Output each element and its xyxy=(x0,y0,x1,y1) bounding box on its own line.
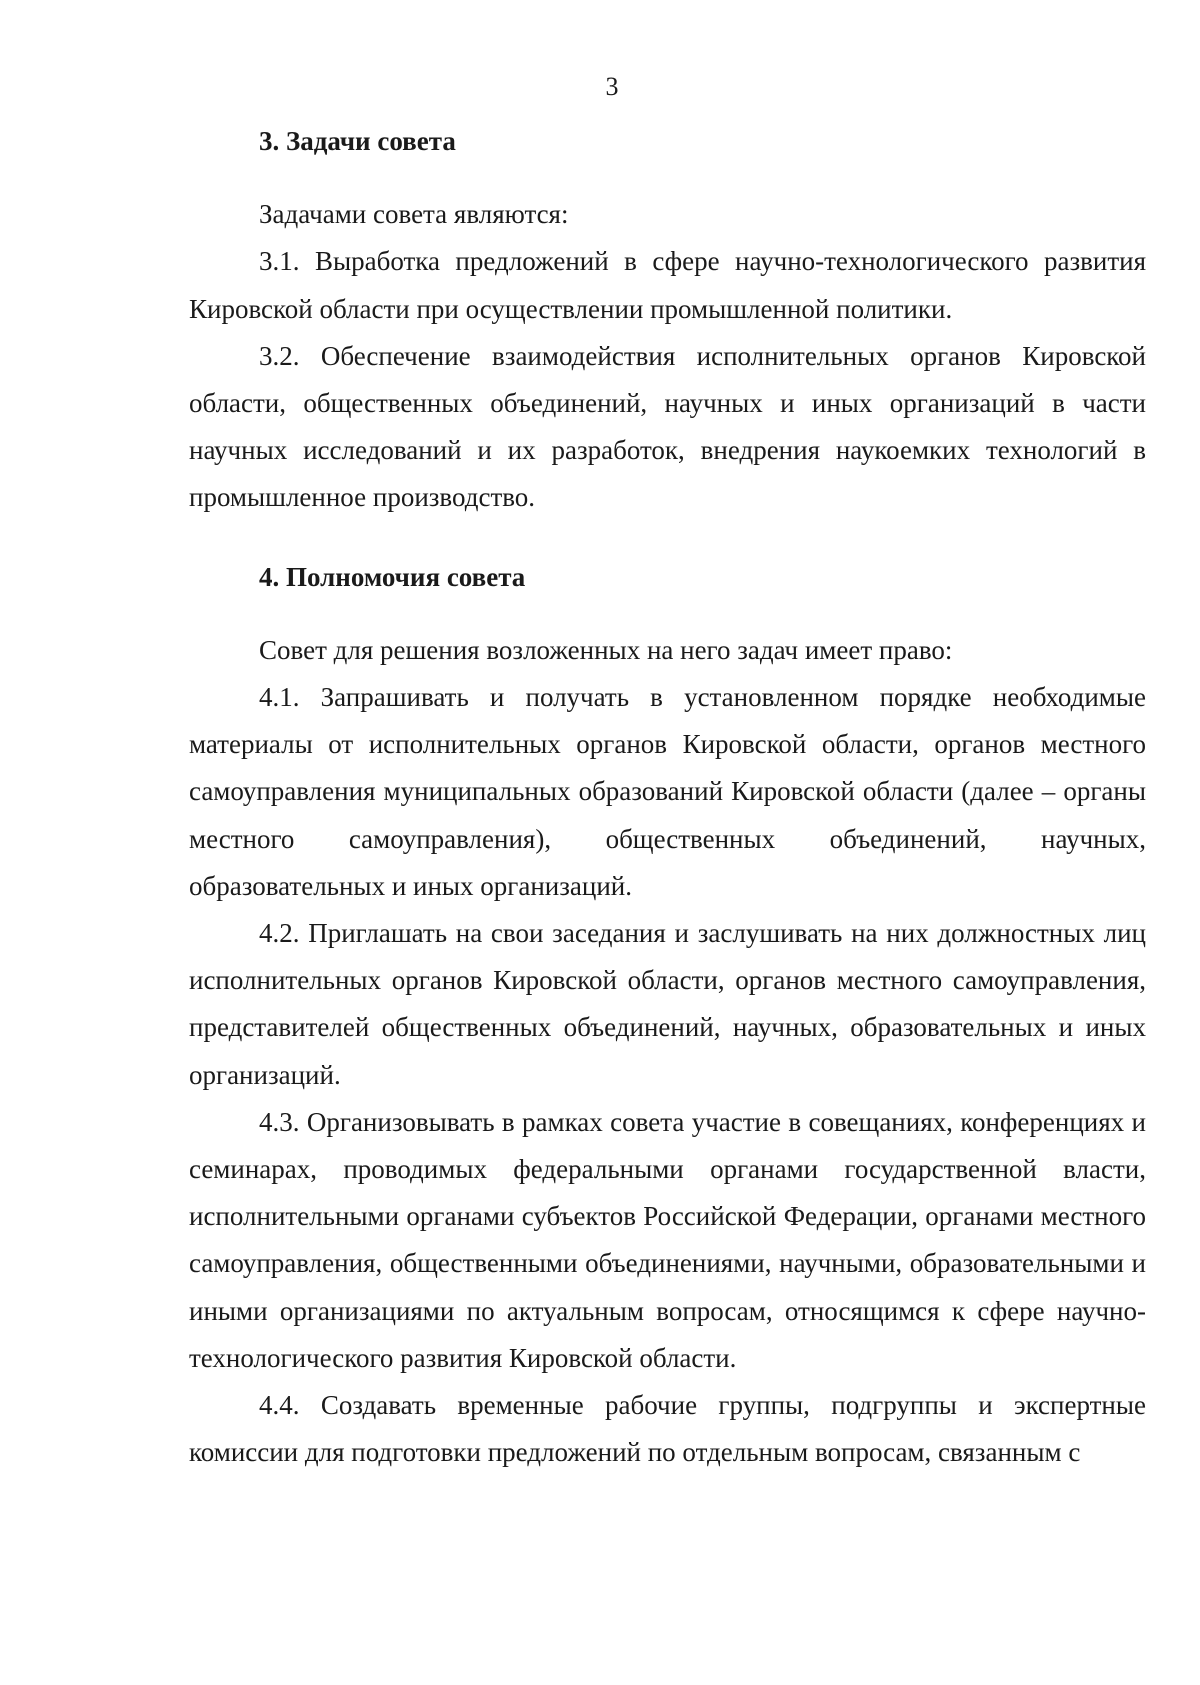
paragraph: 4.2. Приглашать на свои заседания и заслушивать на них должностных лиц исполнительных органов Кировской области, органов местного самоуправления, представителей общественных объединений, научных, образовательных и иных организаций. xyxy=(189,918,1146,1090)
section-heading: 4. Полномочия совета xyxy=(259,561,526,592)
section-intro: Задачами совета являются: xyxy=(259,199,569,230)
paragraph: 4.4. Создавать временные рабочие группы, подгруппы и экспертные комиссии для подготовки предложений по отдельным вопросам, связанным с xyxy=(189,1390,1146,1468)
paragraph: 4.3. Организовывать в рамках совета участие в совещаниях, конференциях и семинарах, проводимых федеральными органами государственной власти, исполнительными органами субъектов Российской Федерации, органами местного самоуправления, общественными объединениями, научными, образовательными и иными организациями по актуальным вопросам, относящимся к сфере научно-технологического развития Кировской области. xyxy=(189,1106,1146,1373)
document-body xyxy=(189,118,1146,1476)
section-heading: 3. Задачи совета xyxy=(259,126,456,156)
section-intro: Совет для решения возложенных на него задач имеет право: xyxy=(259,634,953,665)
paragraph: 4.1. Запрашивать и получать в установленном порядке необходимые материалы от исполнительных органов Кировской области, органов местного самоуправления муниципальных образований Кировской области (далее – органы местного самоуправления), общественных объединений, научных, образовательных и иных организаций. xyxy=(189,682,1146,901)
paragraph: 3.1. Выработка предложений в сфере научно-технологического развития Кировской области при осуществлении промышленной политики. xyxy=(189,246,1146,324)
paragraph: 3.2. Обеспечение взаимодействия исполнительных органов Кировской области, общественных объединений, научных и иных организаций в части научных исследований и их разработок, внедрения наукоемких технологий в промышленное производство. xyxy=(189,340,1146,513)
page-number: 3 xyxy=(605,72,619,101)
